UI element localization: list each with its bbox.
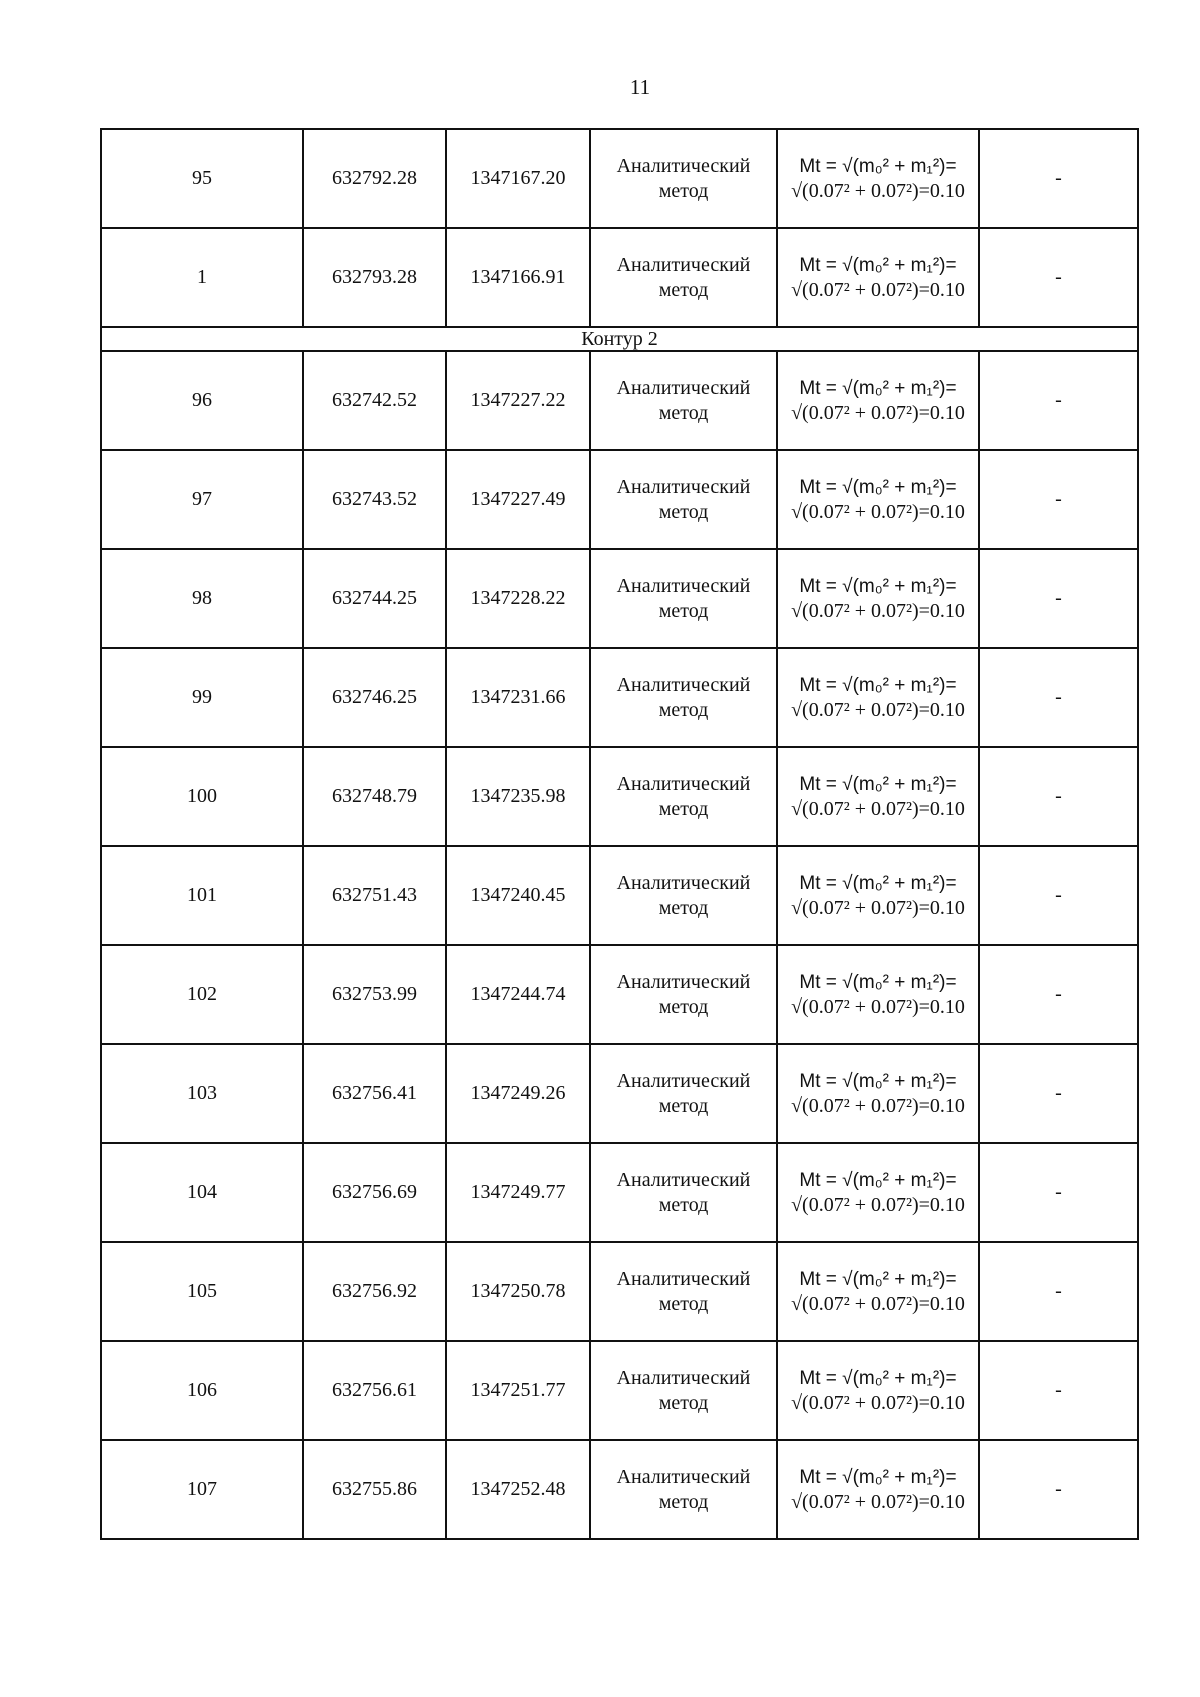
method-line1: Аналитический [616,673,751,696]
y-coordinate-cell: 1347231.66 [446,648,590,747]
point-number-cell: 1 [101,228,303,327]
y-coordinate-cell: 1347240.45 [446,846,590,945]
formula-line2: √(0.07² + 0.07²)=0.10 [791,797,965,820]
accuracy-formula-cell [777,1242,979,1341]
method-line1: Аналитический [616,1465,751,1488]
method-line2: метод [658,1391,709,1414]
accuracy-formula-cell [777,228,979,327]
x-coordinate-cell: 632751.43 [303,846,446,945]
accuracy-formula-cell [777,846,979,945]
y-coordinate-cell: 1347249.77 [446,1143,590,1242]
method-line2: метод [658,1490,709,1513]
y-coordinate-cell: 1347235.98 [446,747,590,846]
formula-line2: √(0.07² + 0.07²)=0.10 [791,599,965,622]
x-coordinate-cell: 632748.79 [303,747,446,846]
point-number-cell: 107 [101,1440,303,1539]
x-coordinate-cell: 632746.25 [303,648,446,747]
method-cell [590,1341,777,1440]
point-number-cell: 100 [101,747,303,846]
note-cell: - [979,747,1138,846]
method-line2: метод [658,599,709,622]
accuracy-formula-cell [777,129,979,228]
method-line1: Аналитический [616,1267,751,1290]
method-line1: Аналитический [616,574,751,597]
note-cell: - [979,1044,1138,1143]
method-line2: метод [658,797,709,820]
method-line1: Аналитический [616,871,751,894]
method-cell [590,228,777,327]
note-cell: - [979,846,1138,945]
table-row [101,747,1138,846]
note-cell: - [979,1242,1138,1341]
method-line1: Аналитический [616,1366,751,1389]
method-cell [590,846,777,945]
y-coordinate-cell: 1347167.20 [446,129,590,228]
method-line1: Аналитический [616,1168,751,1191]
method-cell [590,1044,777,1143]
formula-line1: Mt = √(m₀² + m₁²)= [799,773,957,795]
accuracy-formula-cell [777,747,979,846]
note-cell: - [979,648,1138,747]
formula-line1: Mt = √(m₀² + m₁²)= [799,1367,957,1389]
x-coordinate-cell: 632792.28 [303,129,446,228]
formula-line1: Mt = √(m₀² + m₁²)= [799,674,957,696]
y-coordinate-cell: 1347249.26 [446,1044,590,1143]
formula-line2: √(0.07² + 0.07²)=0.10 [791,1094,965,1117]
method-line2: метод [658,500,709,523]
method-line1: Аналитический [616,970,751,993]
table-row [101,945,1138,1044]
point-number-cell: 95 [101,129,303,228]
point-number-cell: 98 [101,549,303,648]
table-row [101,846,1138,945]
x-coordinate-cell: 632756.41 [303,1044,446,1143]
formula-line2: √(0.07² + 0.07²)=0.10 [791,1391,965,1414]
formula-line2: √(0.07² + 0.07²)=0.10 [791,1292,965,1315]
method-line1: Аналитический [616,376,751,399]
method-line2: метод [658,1292,709,1315]
x-coordinate-cell: 632756.69 [303,1143,446,1242]
accuracy-formula-cell [777,945,979,1044]
method-line2: метод [658,1193,709,1216]
table-body-after [101,351,1138,1539]
table-row [101,228,1138,327]
table-row [101,1341,1138,1440]
method-cell [590,747,777,846]
y-coordinate-cell: 1347244.74 [446,945,590,1044]
point-number-cell: 104 [101,1143,303,1242]
formula-line1: Mt = √(m₀² + m₁²)= [799,1070,957,1092]
point-number-cell: 101 [101,846,303,945]
point-number-cell: 102 [101,945,303,1044]
method-cell [590,1143,777,1242]
y-coordinate-cell: 1347166.91 [446,228,590,327]
accuracy-formula-cell [777,1440,979,1539]
point-number-cell: 97 [101,450,303,549]
table-row [101,351,1138,450]
page-number: 11 [629,75,651,99]
table-row [101,1044,1138,1143]
method-line1: Аналитический [616,154,751,177]
x-coordinate-cell: 632756.92 [303,1242,446,1341]
accuracy-formula-cell [777,549,979,648]
formula-line2: √(0.07² + 0.07²)=0.10 [791,179,965,202]
method-line1: Аналитический [616,253,751,276]
method-line2: метод [658,179,709,202]
formula-line1: Mt = √(m₀² + m₁²)= [799,377,957,399]
formula-line1: Mt = √(m₀² + m₁²)= [799,872,957,894]
accuracy-formula-cell [777,1044,979,1143]
method-line2: метод [658,1094,709,1117]
y-coordinate-cell: 1347251.77 [446,1341,590,1440]
method-cell [590,945,777,1044]
point-number-cell: 106 [101,1341,303,1440]
note-cell: - [979,351,1138,450]
formula-line2: √(0.07² + 0.07²)=0.10 [791,1490,965,1513]
formula-line2: √(0.07² + 0.07²)=0.10 [791,500,965,523]
table-row [101,1143,1138,1242]
table-body-before [101,129,1138,327]
note-cell: - [979,549,1138,648]
table-row [101,549,1138,648]
formula-line2: √(0.07² + 0.07²)=0.10 [791,1193,965,1216]
note-cell: - [979,945,1138,1044]
x-coordinate-cell: 632742.52 [303,351,446,450]
point-number-cell: 105 [101,1242,303,1341]
method-line2: метод [658,995,709,1018]
y-coordinate-cell: 1347252.48 [446,1440,590,1539]
method-cell [590,351,777,450]
section-label: Контур 2 [101,327,1138,351]
y-coordinate-cell: 1347227.49 [446,450,590,549]
method-cell [590,549,777,648]
point-number-cell: 99 [101,648,303,747]
x-coordinate-cell: 632755.86 [303,1440,446,1539]
method-cell [590,129,777,228]
note-cell: - [979,1440,1138,1539]
formula-line2: √(0.07² + 0.07²)=0.10 [791,896,965,919]
accuracy-formula-cell [777,450,979,549]
coordinates-table [100,128,1139,1540]
method-line1: Аналитический [616,772,751,795]
x-coordinate-cell: 632744.25 [303,549,446,648]
formula-line1: Mt = √(m₀² + m₁²)= [799,1169,957,1191]
point-number-cell: 103 [101,1044,303,1143]
method-line2: метод [658,698,709,721]
formula-line2: √(0.07² + 0.07²)=0.10 [791,995,965,1018]
method-cell [590,648,777,747]
x-coordinate-cell: 632793.28 [303,228,446,327]
method-line2: метод [658,278,709,301]
note-cell: - [979,1341,1138,1440]
y-coordinate-cell: 1347250.78 [446,1242,590,1341]
x-coordinate-cell: 632753.99 [303,945,446,1044]
x-coordinate-cell: 632756.61 [303,1341,446,1440]
formula-line1: Mt = √(m₀² + m₁²)= [799,1268,957,1290]
formula-line2: √(0.07² + 0.07²)=0.10 [791,401,965,424]
table-row [101,129,1138,228]
formula-line1: Mt = √(m₀² + m₁²)= [799,575,957,597]
x-coordinate-cell: 632743.52 [303,450,446,549]
method-line2: метод [658,896,709,919]
method-cell [590,1242,777,1341]
formula-line2: √(0.07² + 0.07²)=0.10 [791,698,965,721]
accuracy-formula-cell [777,351,979,450]
table-row [101,450,1138,549]
point-number-cell: 96 [101,351,303,450]
formula-line1: Mt = √(m₀² + m₁²)= [799,971,957,993]
formula-line1: Mt = √(m₀² + m₁²)= [799,476,957,498]
method-line1: Аналитический [616,475,751,498]
table-row [101,1242,1138,1341]
note-cell: - [979,450,1138,549]
method-cell [590,450,777,549]
note-cell: - [979,1143,1138,1242]
section-body [101,327,1138,351]
section-row [101,327,1138,351]
table-row [101,648,1138,747]
note-cell: - [979,228,1138,327]
y-coordinate-cell: 1347227.22 [446,351,590,450]
accuracy-formula-cell [777,648,979,747]
accuracy-formula-cell [777,1143,979,1242]
formula-line1: Mt = √(m₀² + m₁²)= [799,1466,957,1488]
table-row [101,1440,1138,1539]
accuracy-formula-cell [777,1341,979,1440]
method-line1: Аналитический [616,1069,751,1092]
formula-line2: √(0.07² + 0.07²)=0.10 [791,278,965,301]
formula-line1: Mt = √(m₀² + m₁²)= [799,155,957,177]
method-cell [590,1440,777,1539]
y-coordinate-cell: 1347228.22 [446,549,590,648]
formula-line1: Mt = √(m₀² + m₁²)= [799,254,957,276]
method-line2: метод [658,401,709,424]
note-cell: - [979,129,1138,228]
